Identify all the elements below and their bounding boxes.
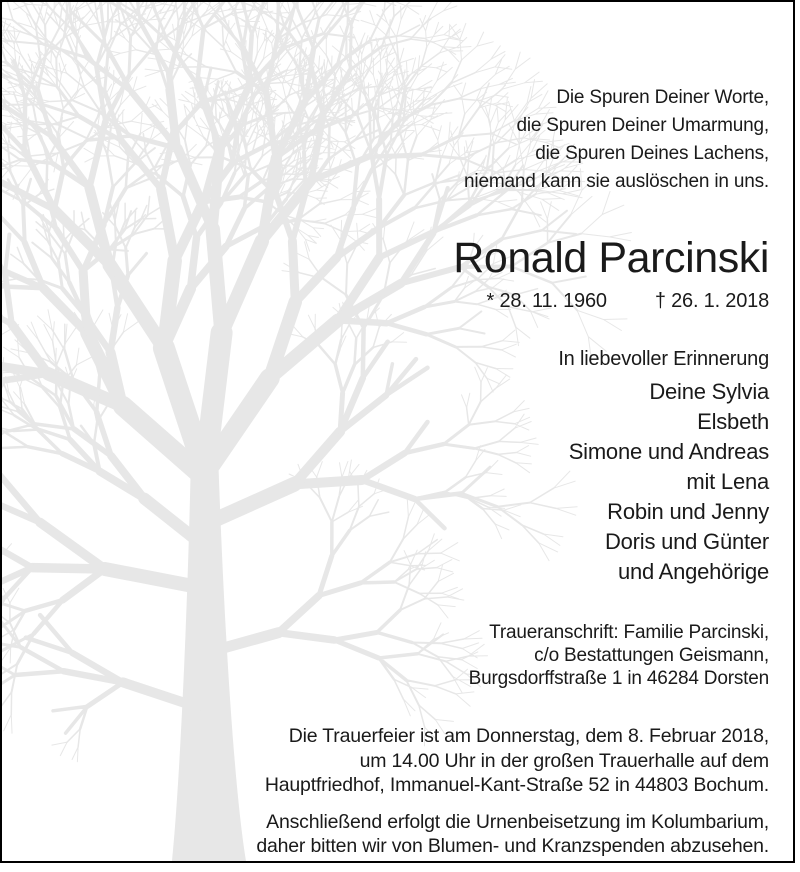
birth-date: * 28. 11. 1960	[486, 290, 607, 312]
address-line: c/o Bestattungen Geismann,	[534, 645, 769, 666]
mourner-name: Doris und Günter	[604, 529, 769, 554]
memorial-intro: In liebevoller Erinnerung	[558, 348, 769, 370]
condolence-address	[469, 621, 769, 690]
mourner-name: Deine Sylvia	[649, 379, 769, 404]
address-line: Traueranschrift: Familie Parcinski,	[489, 622, 769, 643]
poem-verse	[464, 84, 769, 196]
funeral-details	[265, 724, 769, 798]
funeral-line: um 14.00 Uhr in der großen Trauerhalle auf dem	[359, 749, 769, 772]
deceased-name: Ronald Parcinski	[453, 234, 769, 282]
poem-line: die Spuren Deines Lachens,	[535, 143, 769, 164]
closing-note	[256, 810, 769, 858]
poem-line: Die Spuren Deiner Worte,	[556, 87, 769, 108]
life-dates	[487, 289, 769, 313]
death-date: † 26. 1. 2018	[654, 290, 769, 312]
poem-line: die Spuren Deiner Umarmung,	[516, 115, 769, 136]
mourner-name: Elsbeth	[697, 409, 769, 434]
funeral-line: Die Trauerfeier ist am Donnerstag, dem 8. Februar 2018,	[288, 725, 769, 747]
mourner-name: mit Lena	[686, 469, 769, 494]
funeral-line: Hauptfriedhof, Immanuel-Kant-Straße 52 in 44803 Bochum.	[264, 774, 769, 796]
closing-line: Anschließend erfolgt die Urnenbeisetzung im Kolumbarium,	[266, 811, 769, 833]
mourners-list	[569, 377, 769, 587]
mourner-name: Simone und Andreas	[568, 439, 769, 464]
mourner-name: und Angehörige	[617, 559, 769, 584]
address-line: Burgsdorffstraße 1 in 46284 Dorsten	[468, 668, 769, 689]
poem-line: niemand kann sie auslöschen in uns.	[464, 171, 769, 192]
closing-line: daher bitten wir von Blumen- und Kranzspenden abzusehen.	[256, 835, 769, 857]
mourner-name: Robin und Jenny	[607, 499, 769, 524]
